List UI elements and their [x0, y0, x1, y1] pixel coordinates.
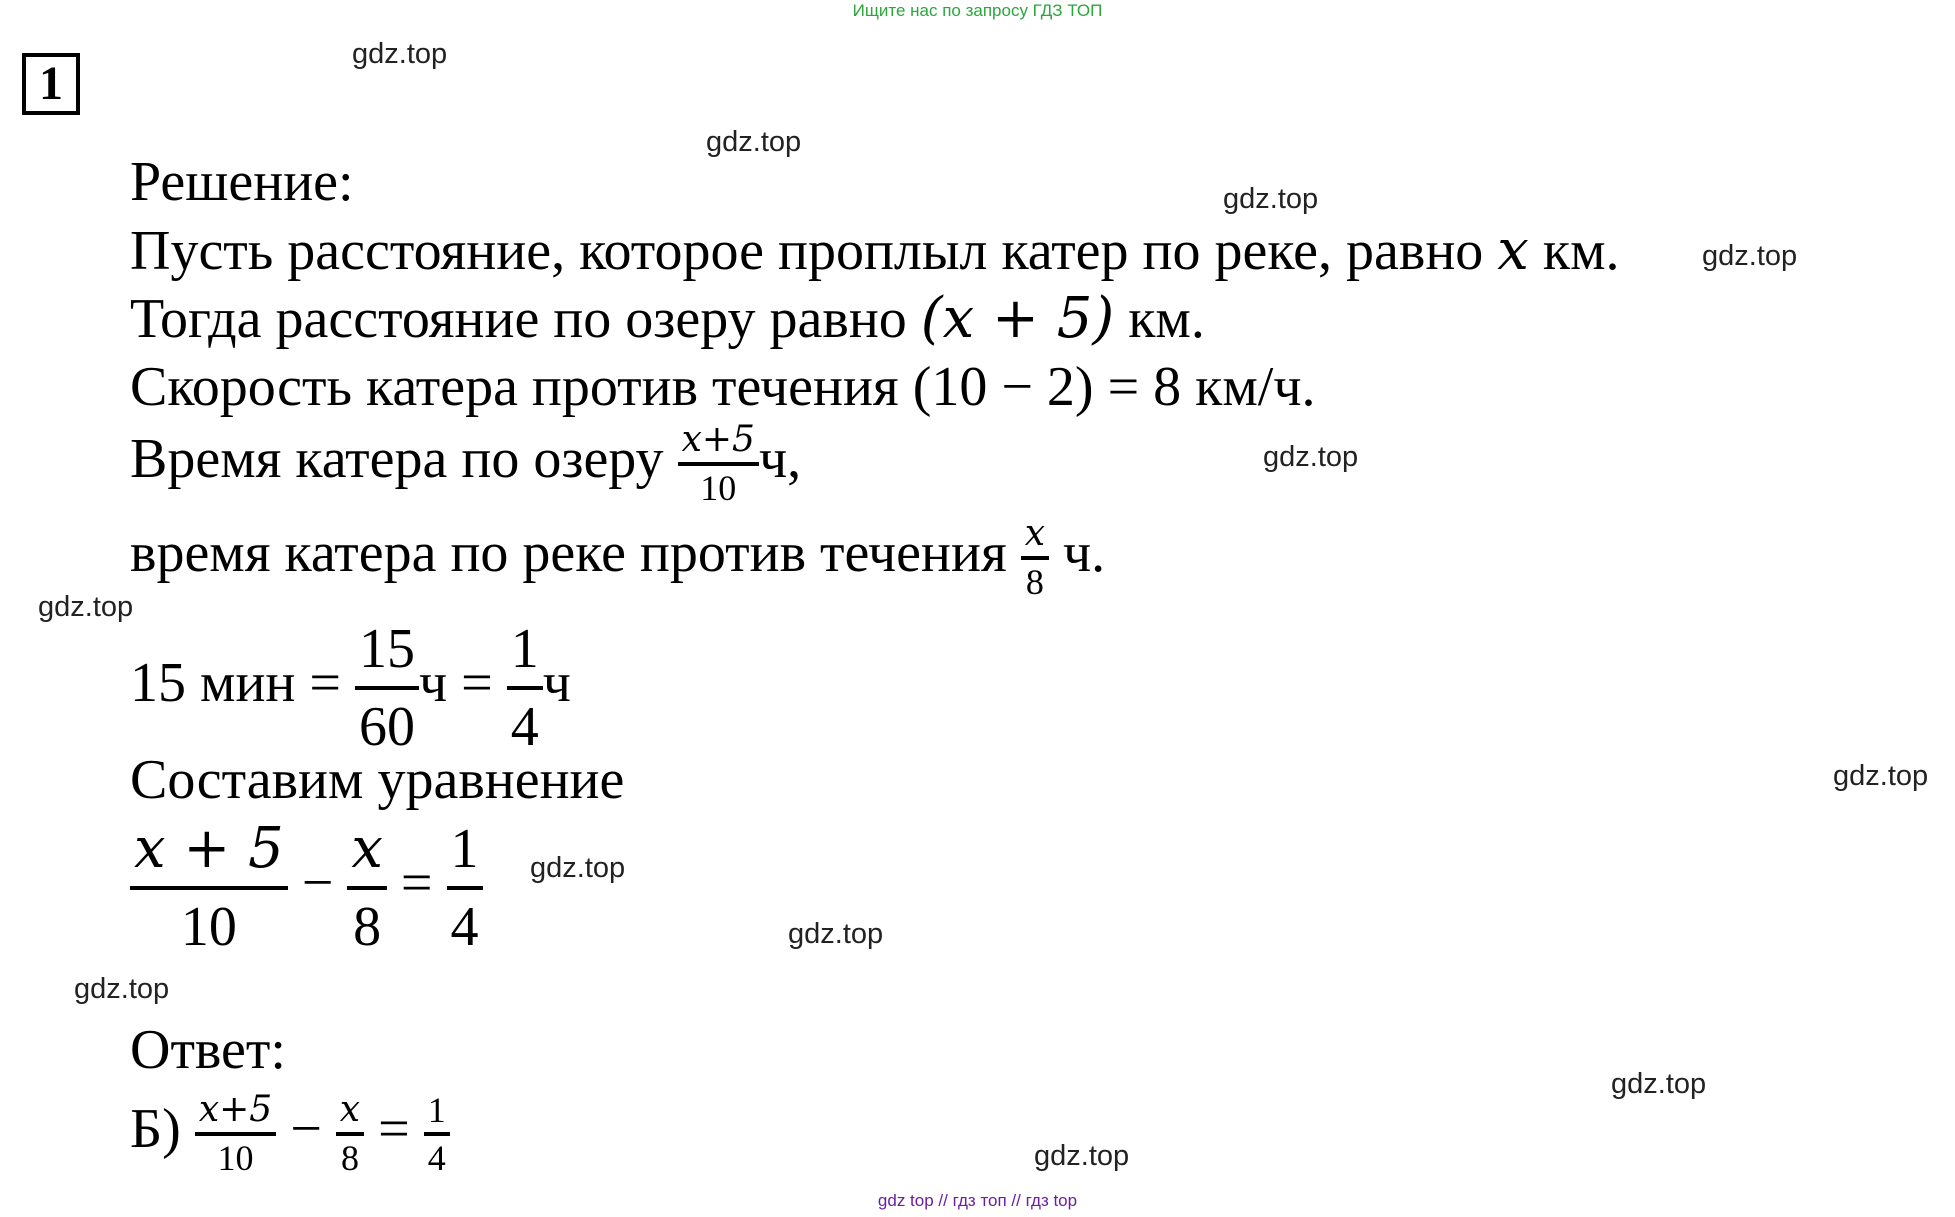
denominator: 8 — [340, 1138, 359, 1178]
task-number: 1 — [22, 53, 80, 115]
watermark: gdz.top — [1034, 1140, 1130, 1172]
answer-heading: Ответ: — [130, 1019, 286, 1081]
equation — [130, 812, 483, 964]
line3-unit: км/ч. — [1195, 356, 1316, 418]
numerator: x+5 — [678, 418, 759, 466]
fraction — [447, 812, 483, 964]
watermark: gdz.top — [1263, 441, 1359, 473]
equals-sign: = — [400, 851, 433, 914]
conv-mid: ч = — [418, 651, 493, 714]
denominator: 10 — [180, 896, 237, 958]
fraction — [336, 1088, 364, 1180]
line3-text: Скорость катера против течения — [130, 356, 899, 418]
numerator: x + 5 — [130, 812, 288, 890]
fraction — [130, 812, 288, 964]
numerator: 1 — [424, 1088, 450, 1136]
numerator: x — [336, 1088, 364, 1136]
line2-expr: (x + 5) — [920, 286, 1115, 351]
watermark: gdz.top — [1611, 1068, 1707, 1100]
denominator: 60 — [358, 696, 415, 758]
watermark: gdz.top — [530, 852, 626, 884]
line2-text: Тогда расстояние по озеру равно — [130, 288, 907, 350]
conv-left: 15 мин = — [130, 651, 341, 714]
fraction — [678, 418, 759, 510]
solution-line-3 — [130, 355, 1316, 419]
denominator: 8 — [353, 896, 382, 958]
watermark: gdz.top — [352, 38, 448, 70]
top-banner: Ищите нас по запросу ГДЗ ТОП — [852, 1, 1103, 20]
line1-var: x — [1497, 218, 1529, 283]
watermark: gdz.top — [74, 973, 170, 1005]
fraction — [347, 812, 387, 964]
line1-text: Пусть расстояние, которое проплыл катер по реке, равно — [130, 220, 1484, 282]
line5-unit: ч. — [1063, 521, 1106, 584]
line4-unit: ч, — [758, 427, 802, 490]
denominator: 10 — [700, 468, 737, 508]
line2-unit: км. — [1128, 288, 1205, 350]
denominator: 10 — [217, 1138, 254, 1178]
equals-sign: = — [378, 1097, 410, 1160]
watermark: gdz.top — [788, 918, 884, 950]
equation-heading: Составим уравнение — [130, 749, 625, 811]
denominator: 4 — [510, 696, 539, 758]
watermark: gdz.top — [1833, 760, 1929, 792]
line3-expr: (10 − 2) = 8 — [912, 356, 1182, 418]
solution-line-4 — [130, 418, 801, 510]
fraction — [355, 612, 419, 764]
answer-equation — [130, 1088, 450, 1180]
conv-unit: ч — [542, 651, 571, 714]
watermark: gdz.top — [706, 126, 802, 158]
line4-text: Время катера по озеру — [130, 427, 664, 490]
answer-label: Б) — [130, 1097, 181, 1160]
numerator: x — [347, 812, 387, 890]
solution-line-2 — [130, 286, 1205, 351]
numerator: 1 — [447, 812, 483, 890]
fraction — [424, 1088, 450, 1180]
denominator: 4 — [427, 1138, 446, 1178]
time-conversion — [130, 612, 571, 764]
watermark: gdz.top — [1223, 183, 1319, 215]
solution-line-5 — [130, 512, 1105, 604]
fraction — [507, 612, 543, 764]
minus-sign: − — [290, 1097, 322, 1160]
denominator: 8 — [1025, 562, 1044, 602]
numerator: 1 — [507, 612, 543, 690]
denominator: 4 — [450, 896, 479, 958]
numerator: x+5 — [195, 1088, 276, 1136]
watermark: gdz.top — [38, 591, 134, 623]
solution-heading: Решение: — [130, 151, 354, 213]
fraction — [195, 1088, 276, 1180]
minus-sign: − — [301, 851, 334, 914]
numerator: 15 — [355, 612, 419, 690]
line1-unit: км. — [1542, 220, 1620, 282]
line5-text: время катера по реке против течения — [130, 521, 1007, 584]
solution-line-1 — [130, 218, 1620, 283]
fraction — [1021, 512, 1049, 604]
watermark: gdz.top — [1702, 240, 1798, 272]
numerator: x — [1021, 512, 1049, 560]
footer-links[interactable]: gdz top // гдз топ // гдз top — [877, 1191, 1078, 1210]
